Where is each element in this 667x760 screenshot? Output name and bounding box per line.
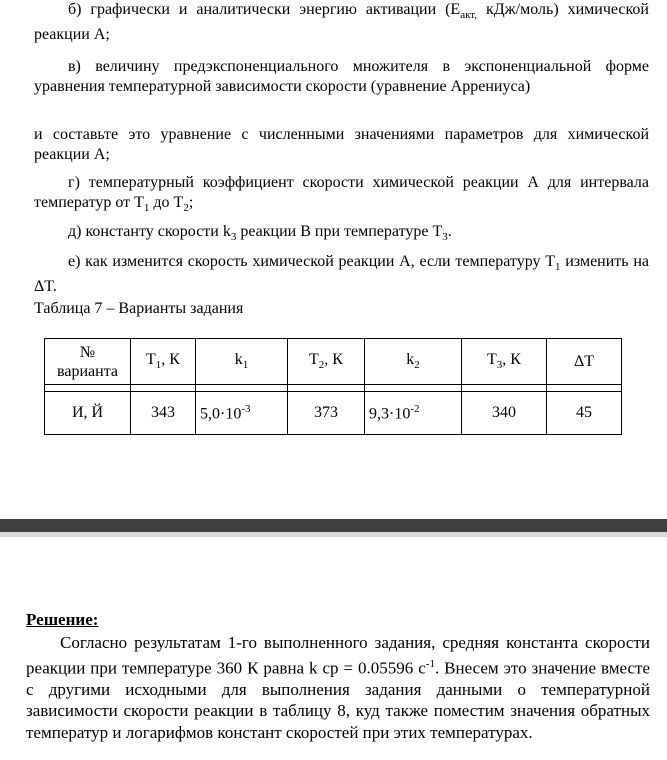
solution-text-end: . Внесем это значение вместе с другими исходными для выполнения задания данными о температурной зависимости скорости реакции в таблицу 8, куд также поместим значения обратных температур и логарифмов констант скоростей при этих температурах. [26,658,650,742]
header-t2-sub: 2 [318,359,325,372]
cell-k1 [196,392,288,435]
gap-cell [45,385,131,392]
header-t3 [462,339,547,385]
header-t2 [288,339,365,385]
header-t3-unit: , К [502,351,521,369]
header-k2-sub: 2 [414,359,420,372]
header-t1-sub: 1 [155,359,162,372]
item-v-text: в) величину предэкспоненциального множителя в экспоненциальной форме уравнения температурной зависимости скорости (уравнение Аррениуса) [34,58,649,95]
table-gap-row [45,385,622,392]
header-variant-no: № [79,343,96,361]
header-t1-symbol: T [146,351,156,369]
item-d [34,222,649,247]
item-v-continuation [34,125,649,165]
header-t2-symbol: T [309,351,319,369]
item-g-text: г) температурный коэффициент скорости химической реакции А для интервала температур от T [34,174,649,211]
cell-k1-base: 5,0·10 [200,405,242,423]
cell-t2: 373 [288,392,365,435]
item-e-sub: 1 [555,261,561,274]
solution-paragraph [26,632,650,743]
item-v-continuation-text: и составьте это уравнение с численными значениями параметров для химической реакции А; [34,126,649,163]
header-t2-unit: , К [324,351,343,369]
header-dt [547,339,622,385]
cell-k2-exp: -2 [410,402,420,415]
item-e [34,252,649,297]
item-d-sub: 3 [230,231,237,244]
gap-cell [365,385,462,392]
header-t3-sub: 3 [496,359,503,372]
gap-cell [547,385,622,392]
cell-dt: 45 [547,392,622,435]
cell-k2-base: 9,3·10 [369,405,411,423]
cell-t3: 340 [462,392,547,435]
gap-cell [288,385,365,392]
header-t1-unit: , К [161,351,180,369]
item-d-text: д) константу скорости k [68,223,231,240]
item-v [34,57,649,97]
item-d-post: . [447,223,452,240]
item-d-sub2: 3 [442,231,448,244]
item-b [34,0,649,45]
item-g-post: ; [188,194,194,211]
item-b-text: б) графически и аналитически энергию активации (E [68,1,461,18]
header-variant [45,339,131,385]
gap-cell [131,385,196,392]
item-d-mid: реакции В при температуре T [236,223,443,240]
header-k1-symbol: k [234,351,243,369]
table-header-row [45,339,622,385]
item-b-subscript: акт, [460,9,478,22]
header-t3-symbol: T [487,351,497,369]
item-e-post: изменить на ΔT. [34,253,649,296]
cell-k1-exp: -3 [241,402,251,415]
item-g [34,173,649,218]
header-k1-sub: 1 [242,359,249,372]
item-g-sub1: 1 [143,202,150,215]
gap-cell [462,385,547,392]
item-g-sub2: 2 [183,202,189,215]
gap-cell [196,385,288,392]
solution-heading: Решение: [26,610,99,629]
table-row [45,392,622,435]
variants-table [44,338,622,435]
header-k2 [365,339,462,385]
cell-t1: 343 [131,392,196,435]
cell-variant: И, Й [45,392,131,435]
header-k1 [196,339,288,385]
header-variant-label: варианта [57,362,118,380]
item-g-mid: до T [149,194,184,211]
item-e-text: е) как изменится скорость химической реакции А, если температуру T [68,253,556,270]
page-divider [0,519,667,532]
item-b-text-end: кДж/моль) химической реакции А; [34,1,649,44]
header-dt-symbol: ΔT [573,352,595,370]
header-k2-symbol: k [406,351,415,369]
table-caption: Таблица 7 – Варианты задания [34,300,244,317]
solution-text: Согласно результатам 1-го выполненного задания, средняя константа скорости реакции при температуре 360 К равна k ср = 0.05596 с [26,633,650,678]
page-divider-shadow [0,532,667,537]
header-t1 [131,339,196,385]
solution-exponent: -1 [425,657,435,670]
cell-k2 [365,392,462,435]
